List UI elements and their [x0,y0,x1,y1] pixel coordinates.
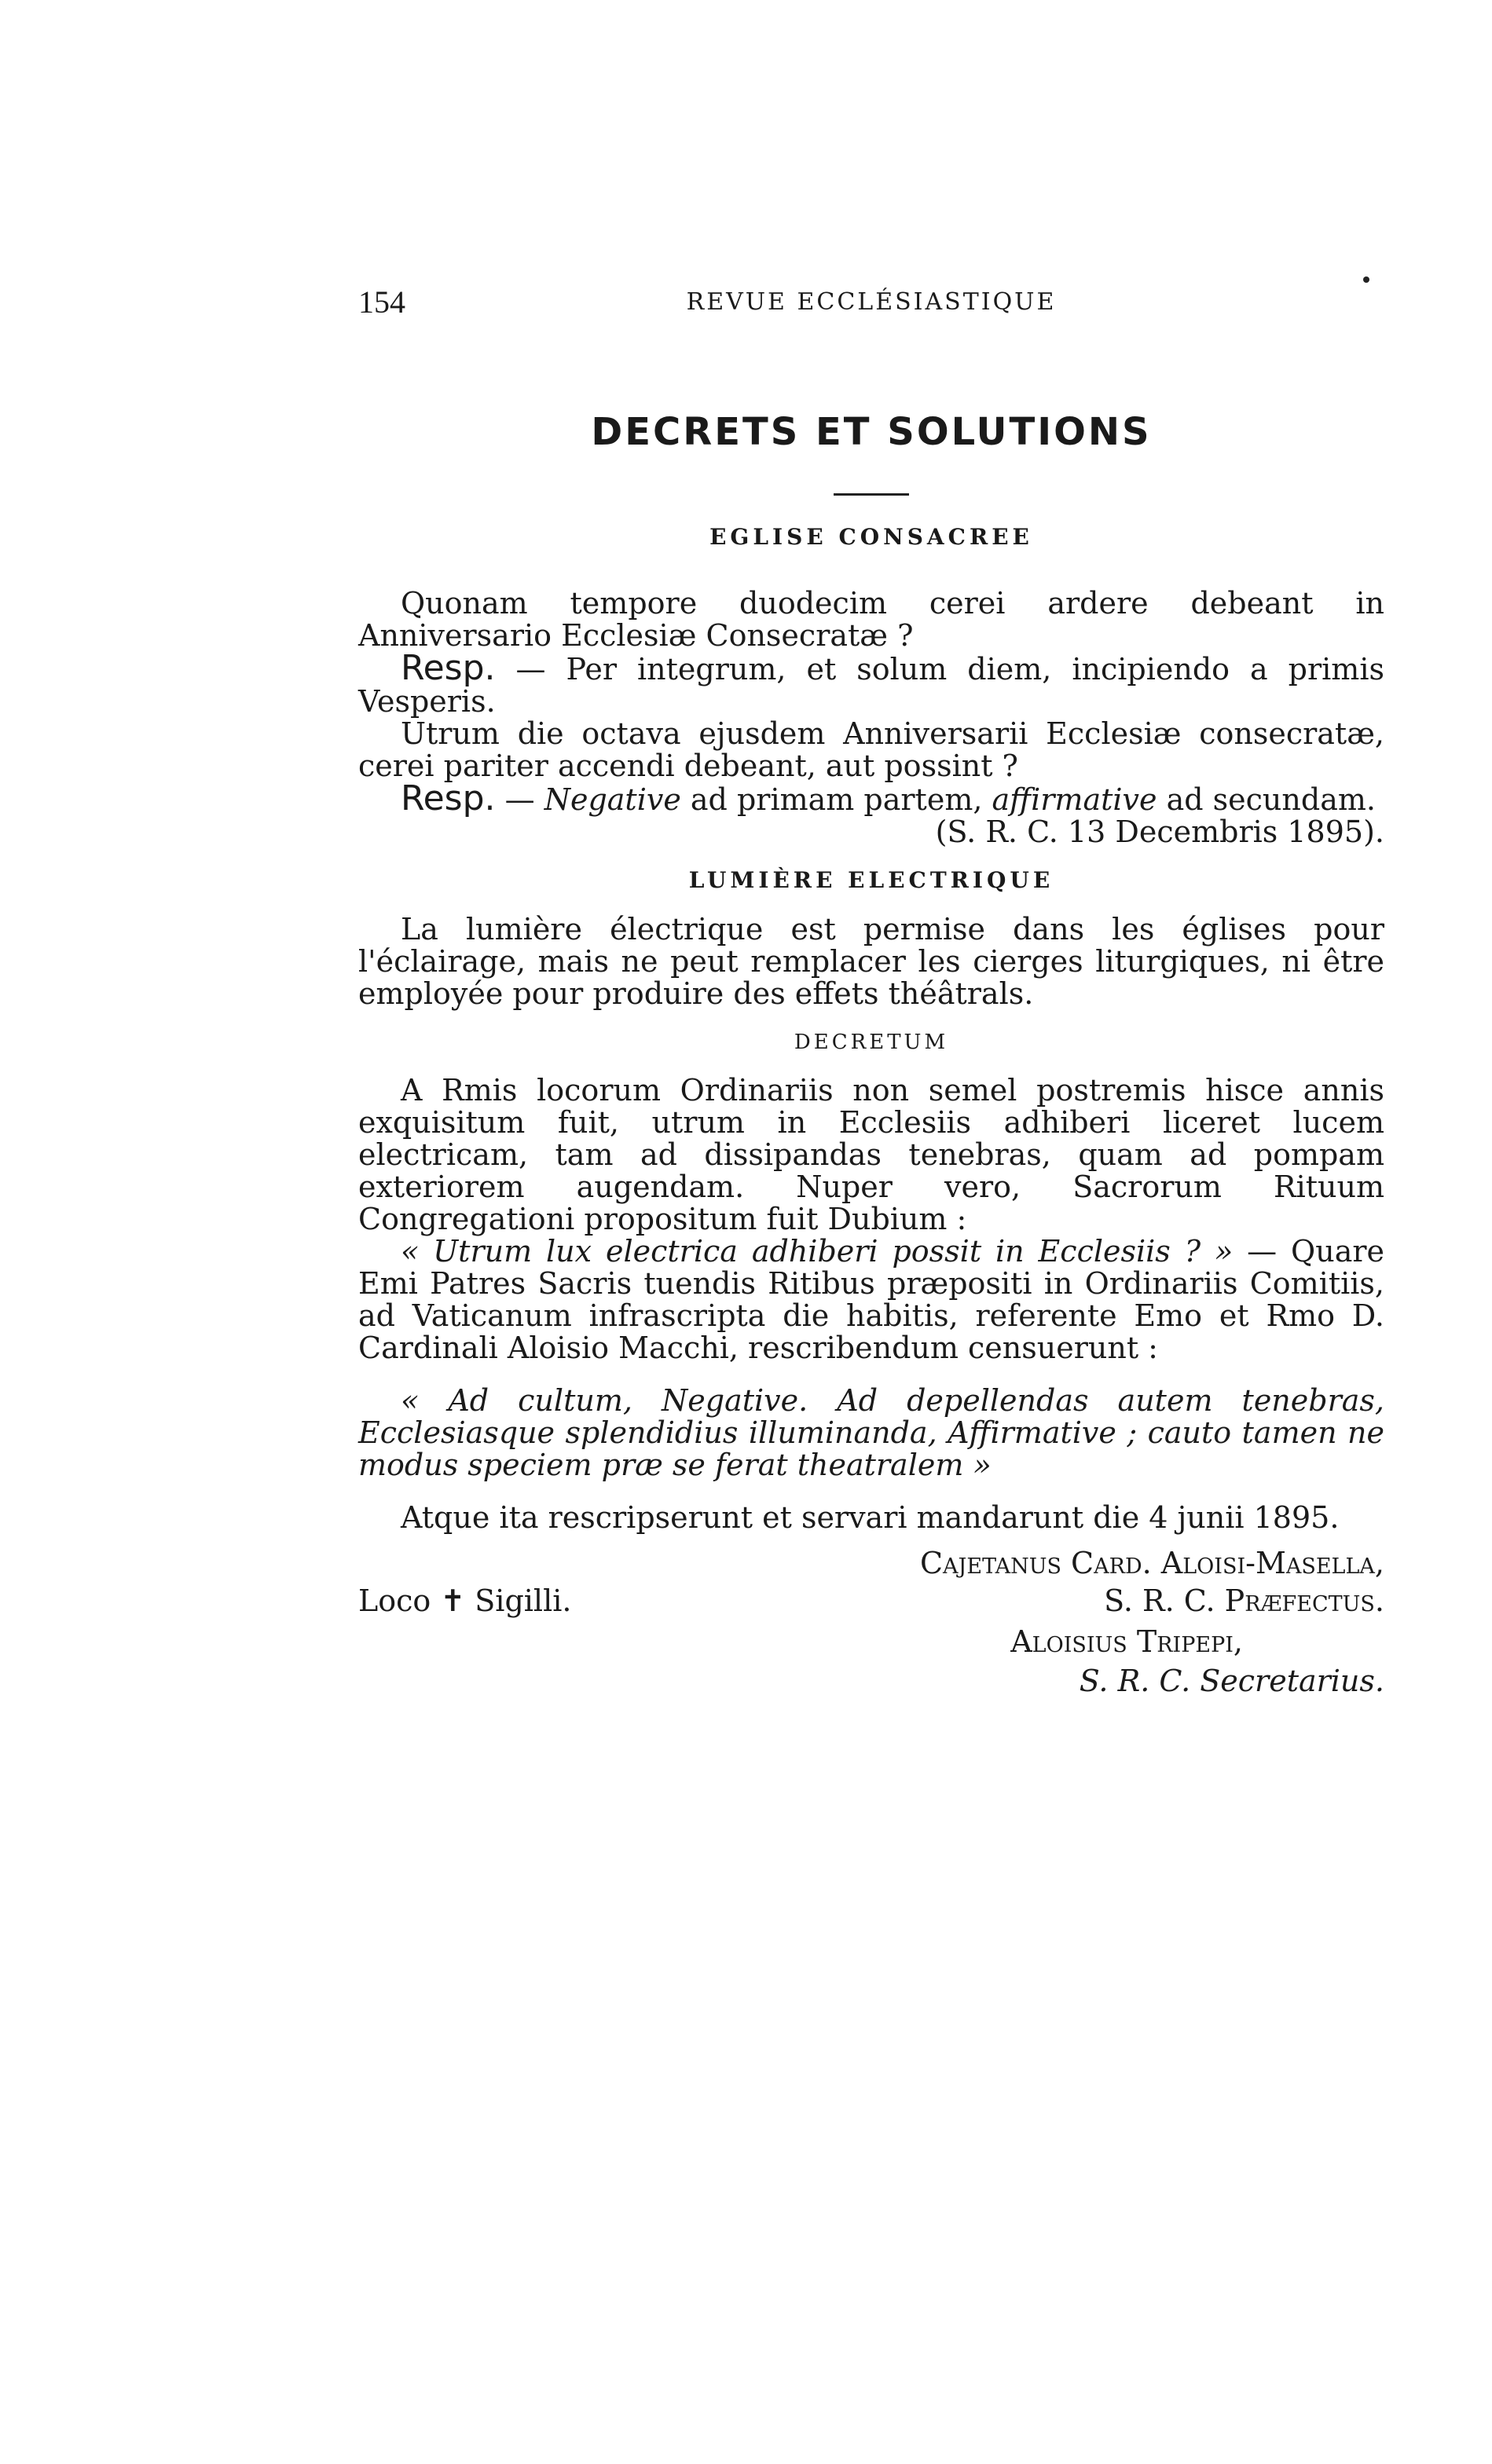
closing-paragraph: Atque ita rescripserunt et servari mandarunt die 4 junii 1895. [401,1500,1340,1535]
signature-line-2: S. R. C. Præfectus. [1104,1583,1384,1618]
intro-paragraph: La lumière électrique est permise dans les églises pour l'éclairage, mais ne peut remplacer les cierges liturgiques, ni être employée pour produire des effets théâtrals. [358,912,1384,1011]
page [358,283,1384,1741]
signature-line-3: Aloisius Tripepi, [1010,1624,1243,1659]
heading-decretum: DECRETUM [794,1031,949,1054]
response-quote: « Ad cultum, Negative. Ad depellendas autem tenebras, Ecclesiasque splendidius illuminanda, Affirmative ; cauto tamen ne modus speciem præ se ferat theatralem » [358,1383,1384,1482]
signature-line-4: S. R. C. Secretarius. [1079,1664,1384,1698]
question-1: Quonam tempore duodecim cerei ardere debeant in Anniversario Ecclesiæ Consecratæ ? [358,586,1384,653]
decretum-paragraph-1: A Rmis locorum Ordinariis non semel postremis hisce annis exquisitum fuit, utrum in Ecclesiis adhiberi liceret lucem electricam, tam ad dissipandas tenebras, quam ad pompam exteriorem augendam. Nuper vero, Sacrorum Rituum Congregationi propositum fuit Dubium : [358,1073,1384,1236]
heading-eglise-consacree: EGLISE CONSACREE [709,524,1033,550]
signature-block [358,1545,1384,1741]
citation: (S. R. C. 13 Decembris 1895). [935,815,1384,849]
response-2 [358,778,1384,818]
resp-text-1: — Per integrum, et solum diem, incipiendo a primis Vesperis. [358,652,1384,719]
journal-title: REVUE ECCLÉSIASTIQUE [686,288,1057,316]
response-1 [358,648,1384,719]
seal-note: Loco ✝ Sigilli. [358,1583,572,1618]
page-number: 154 [358,284,405,320]
resp-mid-2: ad primam partem, [690,782,983,817]
decretum-paragraph-2-text: — Quare Emi Patres Sacris tuendis Ritibus præpositi in Ordinariis Comitiis, ad Vaticanum infrascripta die habitis, referente Emo et Rmo D. Cardinali Aloisio Macchi, rescribendum censuerunt : [358,1234,1384,1365]
resp-label-2: Resp. [401,778,496,818]
stray-dot [1363,276,1369,283]
resp-negative: Negative [544,782,681,817]
resp-label-1: Resp. [401,648,496,688]
resp-affirmative: affirmative [992,782,1157,817]
question-2: Utrum die octava ejusdem Anniversarii Ecclesiæ consecratæ, cerei pariter accendi debeant, aut possint ? [358,716,1384,783]
dubium-quote: « Utrum lux electrica adhiberi possit in Ecclesiis ? » [401,1234,1234,1269]
title-rule [834,493,909,496]
resp-dash-2: — [504,782,535,817]
section-title: DECRETS ET SOLUTIONS [591,410,1152,454]
resp-end-2: ad secundam. [1166,782,1376,817]
decretum-paragraph-2 [358,1236,1384,1364]
signature-line-1: Cajetanus Card. Aloisi-Masella, [919,1546,1384,1580]
running-head [358,283,1384,322]
heading-lumiere-electrique: LUMIÈRE ELECTRIQUE [688,867,1054,893]
